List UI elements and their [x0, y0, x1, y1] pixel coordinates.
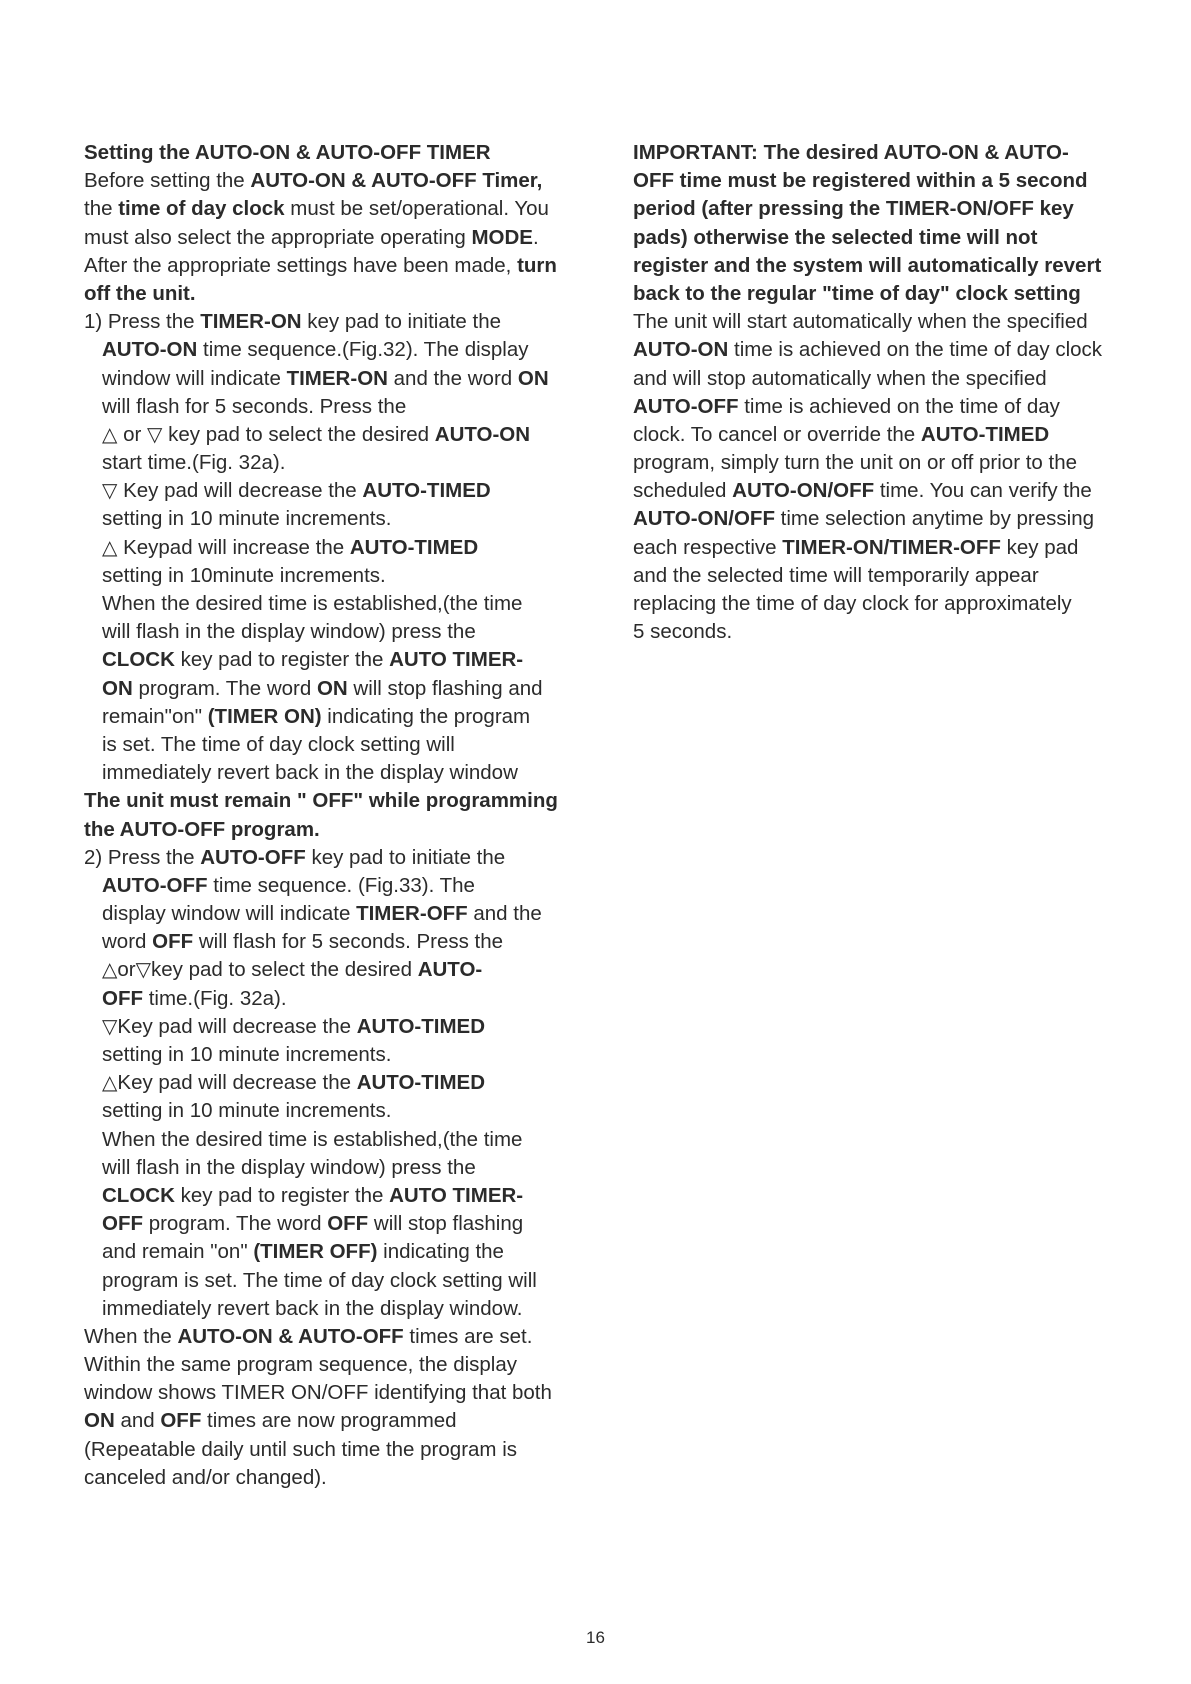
text-line: OFF time.(Fig. 32a).	[102, 986, 287, 1010]
text-line: OFF program. The word OFF will stop flashing	[102, 1212, 524, 1236]
up-triangle-icon: △	[102, 536, 118, 559]
up-triangle-icon: △	[102, 423, 118, 446]
important-note: period (after pressing the TIMER-ON/OFF key	[633, 197, 1074, 221]
text-line: clock. To cancel or override the AUTO-TIMED	[633, 422, 1050, 446]
section-title: Setting the AUTO-ON & AUTO-OFF TIMER	[84, 141, 491, 164]
text-line: △Key pad will decrease the AUTO-TIMED	[102, 1071, 486, 1095]
text-line: AUTO-ON/OFF time selection anytime by pressing	[633, 507, 1094, 531]
text-line: setting in 10 minute increments.	[102, 507, 392, 531]
down-triangle-icon: ▽	[147, 423, 163, 446]
text-line: After the appropriate settings have been made, turn	[84, 253, 557, 277]
text-line: program is set. The time of day clock setting will	[102, 1268, 537, 1292]
text-line: The unit will start automatically when the specified	[633, 310, 1088, 334]
important-note: OFF time must be registered within a 5 second	[633, 169, 1088, 193]
text-line: is set. The time of day clock setting will	[102, 732, 455, 756]
text-line: the time of day clock must be set/operational. You	[84, 197, 549, 221]
text-line: ON program. The word ON will stop flashing and	[102, 676, 543, 700]
text-line: ▽ Key pad will decrease the AUTO-TIMED	[102, 479, 491, 503]
text-line: start time.(Fig. 32a).	[102, 451, 286, 475]
text-line: setting in 10minute increments.	[102, 563, 386, 587]
text-line: and the selected time will temporarily appear	[633, 563, 1039, 587]
text-line: Within the same program sequence, the display	[84, 1353, 518, 1377]
text-line: display window will indicate TIMER-OFF and the	[102, 902, 542, 926]
important-note: IMPORTANT: The desired AUTO-ON & AUTO-	[633, 141, 1069, 164]
text-line: Before setting the AUTO-ON & AUTO-OFF Timer,	[84, 169, 543, 193]
text-line: will flash in the display window) press the	[102, 1155, 476, 1179]
text-line: △ Keypad will increase the AUTO-TIMED	[102, 535, 479, 559]
text-line: When the AUTO-ON & AUTO-OFF times are set.	[84, 1324, 533, 1348]
text-line: CLOCK key pad to register the AUTO TIMER-	[102, 1183, 524, 1207]
text-line: off the unit.	[84, 281, 196, 305]
text-line: must also select the appropriate operating MODE.	[84, 225, 539, 249]
up-triangle-icon: △	[102, 959, 118, 982]
text-line: (Repeatable daily until such time the program is	[84, 1437, 517, 1461]
text-line: and remain "on" (TIMER OFF) indicating the	[102, 1240, 504, 1264]
text-line: will flash for 5 seconds. Press the	[102, 394, 407, 418]
important-note: register and the system will automatically revert	[633, 253, 1102, 277]
text-line: △ or ▽ key pad to select the desired AUTO-ON	[102, 422, 531, 446]
text-line: When the desired time is established,(the time	[102, 592, 523, 615]
text-line: AUTO-ON time sequence.(Fig.32). The display	[102, 338, 529, 362]
text-line: setting in 10 minute increments.	[102, 1043, 392, 1066]
text-line: ▽Key pad will decrease the AUTO-TIMED	[102, 1014, 486, 1038]
text-line: each respective TIMER-ON/TIMER-OFF key pad	[633, 535, 1079, 559]
text-line: CLOCK key pad to register the AUTO TIMER-	[102, 648, 524, 672]
step-2-heading: 2) Press the AUTO-OFF key pad to initiate the	[84, 845, 506, 869]
text-line: program, simply turn the unit on or off prior to the	[633, 451, 1078, 475]
text-line: immediately revert back in the display window.	[102, 1296, 523, 1320]
down-triangle-icon: ▽	[135, 959, 152, 982]
text-line: When the desired time is established,(the time	[102, 1127, 523, 1151]
down-triangle-icon: ▽	[102, 1015, 118, 1038]
important-note: pads) otherwise the selected time will not	[633, 225, 1038, 249]
step-1-heading: 1) Press the TIMER-ON key pad to initiate the	[84, 310, 502, 334]
left-column	[84, 139, 584, 1492]
text-line: 5 seconds.	[633, 620, 733, 644]
page-number: 16	[586, 1628, 605, 1647]
text-line: AUTO-ON time is achieved on the time of day clock	[633, 338, 1103, 362]
text-line: will flash in the display window) press the	[102, 620, 476, 644]
up-triangle-icon: △	[102, 1072, 118, 1095]
text-line: AUTO-OFF time is achieved on the time of day	[633, 394, 1060, 418]
text-line: window will indicate TIMER-ON and the word ON	[102, 366, 549, 390]
warning-line: The unit must remain " OFF" while programming	[84, 789, 558, 813]
text-line: setting in 10 minute increments.	[102, 1099, 392, 1123]
text-line: △or▽key pad to select the desired AUTO-	[102, 958, 483, 982]
text-line: canceled and/or changed).	[84, 1465, 327, 1489]
text-line: replacing the time of day clock for approximately	[633, 592, 1072, 615]
text-line: AUTO-OFF time sequence. (Fig.33). The	[102, 873, 475, 897]
text-line: word OFF will flash for 5 seconds. Press the	[102, 930, 504, 954]
text-line: ON and OFF times are now programmed	[84, 1409, 457, 1433]
warning-line: the AUTO-OFF program.	[84, 817, 320, 841]
text-line: immediately revert back in the display window	[102, 761, 518, 785]
right-column	[633, 139, 1133, 646]
text-line: scheduled AUTO-ON/OFF time. You can verify the	[633, 479, 1092, 503]
down-triangle-icon: ▽	[102, 480, 118, 503]
text-line: and will stop automatically when the specified	[633, 366, 1047, 390]
text-line: remain"on" (TIMER ON) indicating the program	[102, 704, 531, 728]
important-note: back to the regular "time of day" clock setting	[633, 281, 1081, 305]
text-line: window shows TIMER ON/OFF identifying that both	[84, 1381, 552, 1405]
